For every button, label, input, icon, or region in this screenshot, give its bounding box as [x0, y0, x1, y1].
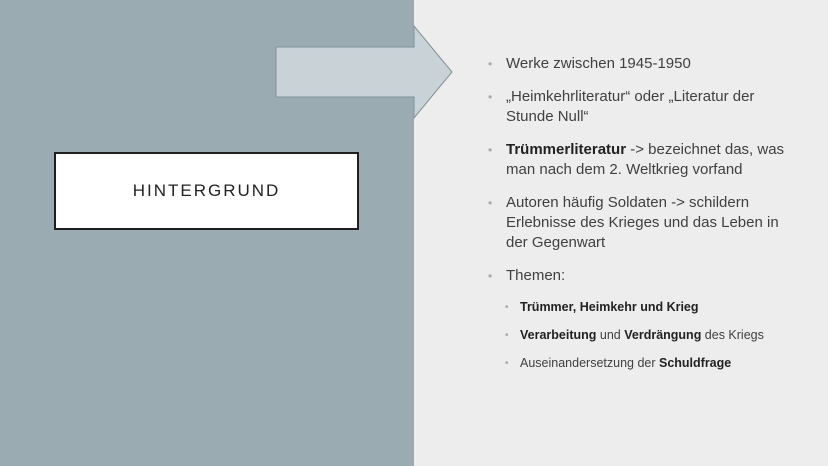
- bullet-item: [488, 266, 788, 286]
- arrow-right-icon: [275, 25, 453, 120]
- title-box: [54, 152, 359, 230]
- sub-bullet-item: [488, 355, 788, 372]
- sub-bullet-text: und: [596, 328, 625, 342]
- bullet-text: Autoren häufig Soldaten -> schildern Erlebnisse des Krieges und das Leben in der Gegenwart: [506, 194, 779, 251]
- bullet-dot-icon: •: [488, 143, 493, 157]
- sub-bullet-dot-icon: •: [505, 302, 509, 313]
- slide-title: HINTERGRUND: [132, 181, 281, 200]
- sub-bullet-bold-text: Schuldfrage: [658, 356, 732, 370]
- sub-bullet-item: [488, 299, 788, 316]
- sub-bullet-dot-icon: •: [505, 330, 509, 341]
- bullet-item: [488, 193, 788, 253]
- bullet-text: -> bezeichnet das, was man nach dem 2. Weltkrieg vorfand: [506, 141, 785, 178]
- bullet-dot-icon: •: [488, 269, 493, 283]
- sub-bullet-item: [488, 327, 788, 344]
- sub-bullet-bold-text: Verdrängung: [624, 328, 702, 342]
- bullet-list: [488, 54, 788, 383]
- bullet-dot-icon: •: [488, 196, 493, 210]
- bullet-item: [488, 87, 788, 127]
- sub-bullet-text: Auseinandersetzung der: [520, 356, 659, 370]
- sub-bullet-bold-text: Trümmer, Heimkehr und Krieg: [520, 300, 699, 314]
- sub-bullet-bold-text: Verarbeitung: [520, 328, 597, 342]
- bullet-item: [488, 140, 788, 180]
- bullet-text: „Heimkehrliteratur“ oder „Literatur der Stunde Null“: [506, 88, 755, 125]
- bullet-text: Themen:: [506, 267, 566, 284]
- bullet-text: Werke zwischen 1945-1950: [506, 55, 691, 72]
- bullet-dot-icon: •: [488, 90, 493, 104]
- sub-bullet-dot-icon: •: [505, 358, 509, 369]
- sub-bullet-text: des Kriegs: [701, 328, 764, 342]
- bullet-bold-text: Trümmerliteratur: [506, 141, 627, 158]
- bullet-dot-icon: •: [488, 57, 493, 71]
- bullet-item: [488, 54, 788, 74]
